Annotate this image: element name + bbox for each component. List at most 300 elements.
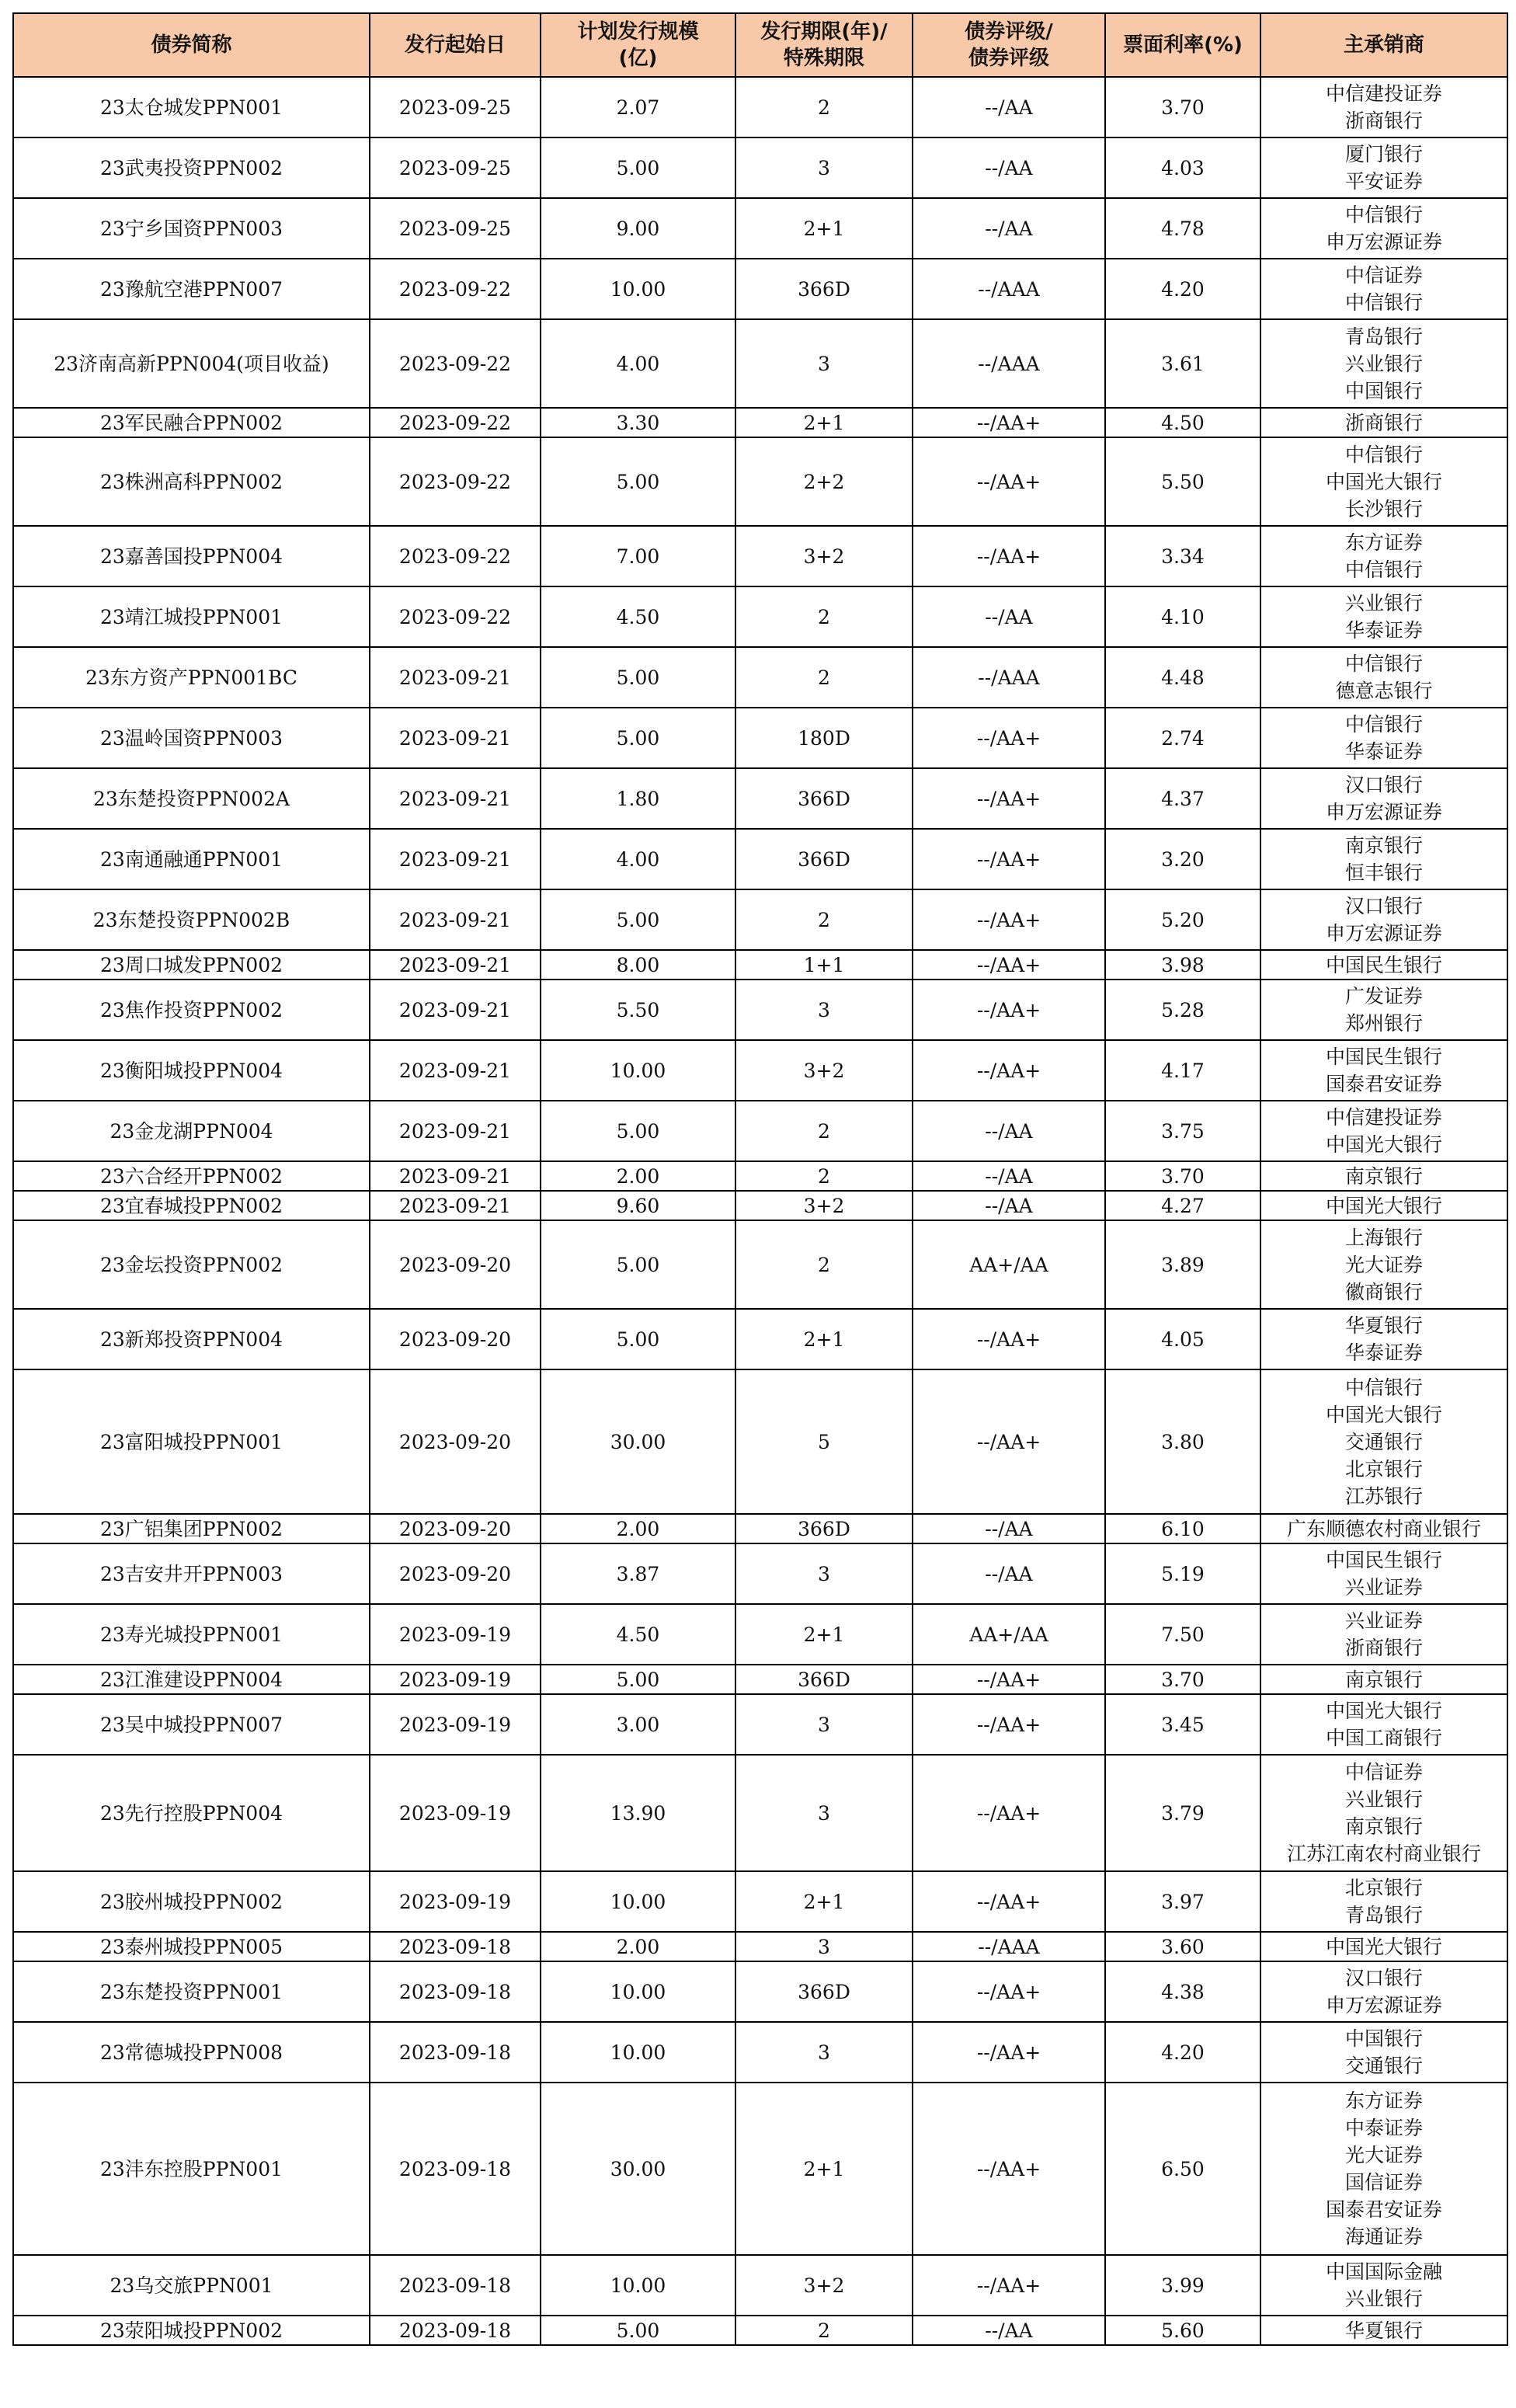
issue-size-cell: 5.00 xyxy=(541,2316,735,2345)
underwriter-name: 东方证券 xyxy=(1344,531,1423,554)
issue-date-cell: 2023-09-18 xyxy=(370,2022,541,2083)
issue-date-cell: 2023-09-18 xyxy=(370,1961,541,2022)
issue-size-cell: 10.00 xyxy=(541,1040,735,1101)
table-row xyxy=(13,950,1507,980)
underwriters-cell xyxy=(1260,1871,1507,1932)
issue-date-cell: 2023-09-18 xyxy=(370,1932,541,1961)
table-header-row xyxy=(13,13,1507,77)
term-cell: 3 xyxy=(735,980,913,1040)
underwriters-cell xyxy=(1260,647,1507,708)
underwriter-name: 光大证券 xyxy=(1344,2144,1423,2166)
underwriter-name: 中国光大银行 xyxy=(1325,1194,1442,1217)
bond-name-cell: 23胶州城投PPN002 xyxy=(13,1871,370,1932)
header-issue-date xyxy=(370,13,541,77)
table-row xyxy=(13,768,1507,829)
rating-cell: --/AA xyxy=(913,77,1105,137)
term-cell: 2 xyxy=(735,1220,913,1309)
coupon-rate-cell: 4.37 xyxy=(1105,768,1260,829)
term-cell: 3 xyxy=(735,1932,913,1961)
issue-date-cell: 2023-09-21 xyxy=(370,768,541,829)
table-row xyxy=(13,437,1507,526)
underwriter-name: 恒丰银行 xyxy=(1344,861,1423,884)
underwriter-name: 申万宏源证券 xyxy=(1325,231,1442,253)
issue-date-cell: 2023-09-21 xyxy=(370,1040,541,1101)
underwriter-name: 华泰证券 xyxy=(1344,740,1423,763)
rating-cell: --/AA+ xyxy=(913,829,1105,889)
bond-name-cell: 23焦作投资PPN002 xyxy=(13,980,370,1040)
rating-cell: --/AA+ xyxy=(913,2255,1105,2316)
table-row xyxy=(13,1961,1507,2022)
issue-date-cell: 2023-09-21 xyxy=(370,1191,541,1220)
term-cell: 2 xyxy=(735,2316,913,2345)
coupon-rate-cell: 4.78 xyxy=(1105,198,1260,259)
issue-date-cell: 2023-09-20 xyxy=(370,1514,541,1543)
bond-name-cell: 23东楚投资PPN002A xyxy=(13,768,370,829)
issue-size-cell: 10.00 xyxy=(541,1871,735,1932)
coupon-rate-cell: 5.19 xyxy=(1105,1543,1260,1604)
header-coupon-rate xyxy=(1105,13,1260,77)
rating-cell: --/AA xyxy=(913,2316,1105,2345)
issue-date-cell: 2023-09-25 xyxy=(370,77,541,137)
table-row xyxy=(13,647,1507,708)
rating-cell: --/AAA xyxy=(913,319,1105,408)
term-cell: 3+2 xyxy=(735,526,913,586)
underwriters-cell xyxy=(1260,1514,1507,1543)
underwriter-name: 郑州银行 xyxy=(1344,1012,1423,1035)
term-cell: 3 xyxy=(735,319,913,408)
underwriter-name: 中国民生银行 xyxy=(1325,953,1442,976)
underwriter-name: 兴业银行 xyxy=(1344,1788,1423,1811)
underwriters-cell xyxy=(1260,1191,1507,1220)
coupon-rate-cell: 3.34 xyxy=(1105,526,1260,586)
underwriters-cell xyxy=(1260,950,1507,980)
issue-size-cell: 13.90 xyxy=(541,1755,735,1871)
term-cell: 2 xyxy=(735,77,913,137)
underwriters-cell xyxy=(1260,526,1507,586)
underwriter-name: 中泰证券 xyxy=(1344,2117,1423,2139)
underwriters-cell xyxy=(1260,768,1507,829)
issue-date-cell: 2023-09-22 xyxy=(370,586,541,647)
coupon-rate-cell: 4.48 xyxy=(1105,647,1260,708)
bond-name-cell: 23武夷投资PPN002 xyxy=(13,137,370,198)
underwriters-cell xyxy=(1260,708,1507,768)
underwriter-name: 广发证券 xyxy=(1344,985,1423,1007)
header-label: 债券评级 xyxy=(968,47,1049,70)
table-row xyxy=(13,1755,1507,1871)
underwriter-name: 国泰君安证券 xyxy=(1325,2198,1442,2221)
underwriters-cell xyxy=(1260,1755,1507,1871)
term-cell: 366D xyxy=(735,1514,913,1543)
underwriter-name: 兴业银行 xyxy=(1344,2288,1423,2310)
underwriter-name: 平安证券 xyxy=(1344,170,1423,193)
underwriter-name: 汉口银行 xyxy=(1344,1967,1423,1989)
term-cell: 2+1 xyxy=(735,1871,913,1932)
issue-date-cell: 2023-09-19 xyxy=(370,1665,541,1694)
rating-cell: --/AA xyxy=(913,1101,1105,1161)
header-label: 票面利率(%) xyxy=(1123,33,1243,57)
term-cell: 2+1 xyxy=(735,1604,913,1665)
underwriter-name: 兴业银行 xyxy=(1344,352,1423,375)
underwriters-cell xyxy=(1260,1604,1507,1665)
underwriter-name: 交通银行 xyxy=(1344,2055,1423,2077)
underwriter-name: 中信证券 xyxy=(1344,264,1423,287)
term-cell: 3 xyxy=(735,1694,913,1755)
underwriter-name: 广东顺德农村商业银行 xyxy=(1286,1517,1481,1540)
underwriter-name: 中国银行 xyxy=(1344,379,1423,402)
underwriter-name: 华泰证券 xyxy=(1344,619,1423,642)
coupon-rate-cell: 3.61 xyxy=(1105,319,1260,408)
term-cell: 366D xyxy=(735,829,913,889)
underwriter-name: 中国民生银行 xyxy=(1325,1046,1442,1068)
table-row xyxy=(13,1161,1507,1191)
rating-cell: --/AA+ xyxy=(913,768,1105,829)
coupon-rate-cell: 5.50 xyxy=(1105,437,1260,526)
issue-size-cell: 30.00 xyxy=(541,1369,735,1514)
rating-cell: --/AA+ xyxy=(913,526,1105,586)
underwriter-name: 中国光大银行 xyxy=(1325,470,1442,493)
underwriter-name: 长沙银行 xyxy=(1344,497,1423,520)
rating-cell: --/AA+ xyxy=(913,408,1105,437)
underwriter-name: 光大证券 xyxy=(1344,1253,1423,1276)
issue-size-cell: 3.30 xyxy=(541,408,735,437)
bond-name-cell: 23金龙湖PPN004 xyxy=(13,1101,370,1161)
issue-size-cell: 2.00 xyxy=(541,1932,735,1961)
table-row xyxy=(13,2316,1507,2345)
issue-size-cell: 2.00 xyxy=(541,1514,735,1543)
rating-cell: --/AAA xyxy=(913,259,1105,319)
bond-name-cell: 23宁乡国资PPN003 xyxy=(13,198,370,259)
issue-size-cell: 5.00 xyxy=(541,889,735,950)
underwriter-name: 浙商银行 xyxy=(1344,110,1423,132)
rating-cell: --/AA xyxy=(913,1514,1105,1543)
issue-date-cell: 2023-09-21 xyxy=(370,889,541,950)
table-row xyxy=(13,259,1507,319)
rating-cell: --/AA+ xyxy=(913,708,1105,768)
underwriter-name: 江苏银行 xyxy=(1344,1484,1423,1508)
rating-cell: --/AA+ xyxy=(913,889,1105,950)
underwriters-cell xyxy=(1260,437,1507,526)
issue-date-cell: 2023-09-21 xyxy=(370,829,541,889)
table-row xyxy=(13,1191,1507,1220)
underwriter-name: 东方证券 xyxy=(1344,2090,1423,2112)
coupon-rate-cell: 6.10 xyxy=(1105,1514,1260,1543)
table-row xyxy=(13,980,1507,1040)
issue-size-cell: 5.50 xyxy=(541,980,735,1040)
issue-date-cell: 2023-09-18 xyxy=(370,2083,541,2255)
table-body xyxy=(13,77,1507,2345)
underwriter-name: 申万宏源证券 xyxy=(1325,801,1442,823)
underwriter-name: 南京银行 xyxy=(1344,1815,1423,1838)
bond-name-cell: 23荥阳城投PPN002 xyxy=(13,2316,370,2345)
bond-name-cell: 23新郑投资PPN004 xyxy=(13,1309,370,1369)
underwriter-name: 厦门银行 xyxy=(1344,143,1423,165)
bond-name-cell: 23吴中城投PPN007 xyxy=(13,1694,370,1755)
term-cell: 3+2 xyxy=(735,2255,913,2316)
header-label: 计划发行规模 xyxy=(577,20,699,43)
issue-date-cell: 2023-09-22 xyxy=(370,526,541,586)
underwriter-name: 德意志银行 xyxy=(1335,680,1433,702)
issue-date-cell: 2023-09-25 xyxy=(370,198,541,259)
issue-size-cell: 5.00 xyxy=(541,437,735,526)
coupon-rate-cell: 4.20 xyxy=(1105,259,1260,319)
issue-size-cell: 5.00 xyxy=(541,708,735,768)
issue-date-cell: 2023-09-25 xyxy=(370,137,541,198)
issue-date-cell: 2023-09-19 xyxy=(370,1694,541,1755)
rating-cell: --/AA+ xyxy=(913,950,1105,980)
bond-name-cell: 23周口城发PPN002 xyxy=(13,950,370,980)
underwriter-name: 华夏银行 xyxy=(1344,2319,1423,2342)
issue-size-cell: 2.07 xyxy=(541,77,735,137)
rating-cell: --/AA xyxy=(913,137,1105,198)
coupon-rate-cell: 4.20 xyxy=(1105,2022,1260,2083)
underwriters-cell xyxy=(1260,586,1507,647)
term-cell: 3+2 xyxy=(735,1191,913,1220)
rating-cell: --/AA+ xyxy=(913,1665,1105,1694)
bond-name-cell: 23广铝集团PPN002 xyxy=(13,1514,370,1543)
issue-size-cell: 5.00 xyxy=(541,1665,735,1694)
coupon-rate-cell: 4.50 xyxy=(1105,408,1260,437)
term-cell: 2+1 xyxy=(735,198,913,259)
term-cell: 2 xyxy=(735,586,913,647)
term-cell: 3 xyxy=(735,2022,913,2083)
underwriters-cell xyxy=(1260,1961,1507,2022)
issue-size-cell: 9.60 xyxy=(541,1191,735,1220)
underwriters-cell xyxy=(1260,137,1507,198)
bond-name-cell: 23常德城投PPN008 xyxy=(13,2022,370,2083)
underwriter-name: 国泰君安证券 xyxy=(1325,1073,1442,1095)
underwriter-name: 申万宏源证券 xyxy=(1325,922,1442,945)
table-row xyxy=(13,1665,1507,1694)
issue-date-cell: 2023-09-22 xyxy=(370,437,541,526)
rating-cell: --/AAA xyxy=(913,1932,1105,1961)
rating-cell: --/AAA xyxy=(913,647,1105,708)
underwriters-cell xyxy=(1260,1694,1507,1755)
underwriter-name: 中信银行 xyxy=(1344,713,1423,736)
underwriters-cell xyxy=(1260,889,1507,950)
bond-name-cell: 23温岭国资PPN003 xyxy=(13,708,370,768)
term-cell: 366D xyxy=(735,259,913,319)
underwriter-name: 江苏江南农村商业银行 xyxy=(1286,1843,1481,1865)
issue-date-cell: 2023-09-20 xyxy=(370,1369,541,1514)
table-row xyxy=(13,1309,1507,1369)
table-row xyxy=(13,1871,1507,1932)
issue-date-cell: 2023-09-18 xyxy=(370,2255,541,2316)
underwriter-name: 北京银行 xyxy=(1344,1457,1423,1481)
underwriter-name: 中信建投证券 xyxy=(1325,1106,1442,1129)
bond-name-cell: 23嘉善国投PPN004 xyxy=(13,526,370,586)
header-label: (亿) xyxy=(618,47,658,70)
underwriter-name: 中信证券 xyxy=(1344,1761,1423,1783)
underwriter-name: 华泰证券 xyxy=(1344,1341,1423,1364)
rating-cell: --/AA+ xyxy=(913,2022,1105,2083)
bond-name-cell: 23太仓城发PPN001 xyxy=(13,77,370,137)
table-row xyxy=(13,1369,1507,1514)
header-label: 债券简称 xyxy=(151,33,232,57)
underwriters-cell xyxy=(1260,980,1507,1040)
term-cell: 2+1 xyxy=(735,2083,913,2255)
underwriter-name: 汉口银行 xyxy=(1344,895,1423,917)
bond-name-cell: 23金坛投资PPN002 xyxy=(13,1220,370,1309)
underwriter-name: 兴业证券 xyxy=(1344,1576,1423,1599)
coupon-rate-cell: 5.20 xyxy=(1105,889,1260,950)
underwriter-name: 浙商银行 xyxy=(1344,1637,1423,1659)
table-row xyxy=(13,586,1507,647)
bond-name-cell: 23宜春城投PPN002 xyxy=(13,1191,370,1220)
underwriter-name: 青岛银行 xyxy=(1344,1904,1423,1926)
coupon-rate-cell: 5.28 xyxy=(1105,980,1260,1040)
underwriter-name: 南京银行 xyxy=(1344,1164,1423,1188)
underwriters-cell xyxy=(1260,829,1507,889)
term-cell: 2+1 xyxy=(735,1309,913,1369)
underwriters-cell xyxy=(1260,259,1507,319)
coupon-rate-cell: 4.17 xyxy=(1105,1040,1260,1101)
underwriter-name: 兴业银行 xyxy=(1344,592,1423,614)
bond-name-cell: 23先行控股PPN004 xyxy=(13,1755,370,1871)
bond-name-cell: 23六合经开PPN002 xyxy=(13,1161,370,1191)
issue-size-cell: 3.87 xyxy=(541,1543,735,1604)
table-row xyxy=(13,1604,1507,1665)
coupon-rate-cell: 3.89 xyxy=(1105,1220,1260,1309)
underwriter-name: 青岛银行 xyxy=(1344,325,1423,348)
table-row xyxy=(13,77,1507,137)
rating-cell: --/AA+ xyxy=(913,1871,1105,1932)
underwriters-cell xyxy=(1260,1040,1507,1101)
bond-name-cell: 23济南高新PPN004(项目收益) xyxy=(13,319,370,408)
bond-name-cell: 23靖江城投PPN001 xyxy=(13,586,370,647)
rating-cell: --/AA+ xyxy=(913,1961,1105,2022)
issue-size-cell: 5.00 xyxy=(541,647,735,708)
issue-size-cell: 2.00 xyxy=(541,1161,735,1191)
rating-cell: --/AA+ xyxy=(913,1694,1105,1755)
issue-size-cell: 3.00 xyxy=(541,1694,735,1755)
underwriter-name: 国信证券 xyxy=(1344,2171,1423,2194)
underwriter-name: 中国工商银行 xyxy=(1325,1727,1442,1749)
term-cell: 366D xyxy=(735,768,913,829)
issue-size-cell: 8.00 xyxy=(541,950,735,980)
table-row xyxy=(13,2255,1507,2316)
underwriter-name: 中国光大银行 xyxy=(1325,1700,1442,1722)
issue-size-cell: 5.00 xyxy=(541,1309,735,1369)
bond-name-cell: 23东方资产PPN001BC xyxy=(13,647,370,708)
bond-name-cell: 23东楚投资PPN002B xyxy=(13,889,370,950)
underwriters-cell xyxy=(1260,2083,1507,2255)
header-label: 主承销商 xyxy=(1343,33,1424,57)
coupon-rate-cell: 3.97 xyxy=(1105,1871,1260,1932)
bond-issuance-table-container xyxy=(12,12,1508,2346)
underwriter-name: 中信银行 xyxy=(1344,559,1423,581)
rating-cell: --/AA xyxy=(913,586,1105,647)
underwriters-cell xyxy=(1260,319,1507,408)
issue-date-cell: 2023-09-20 xyxy=(370,1220,541,1309)
coupon-rate-cell: 4.05 xyxy=(1105,1309,1260,1369)
coupon-rate-cell: 3.99 xyxy=(1105,2255,1260,2316)
issue-size-cell: 10.00 xyxy=(541,259,735,319)
issue-date-cell: 2023-09-20 xyxy=(370,1543,541,1604)
underwriters-cell xyxy=(1260,2255,1507,2316)
underwriter-name: 南京银行 xyxy=(1344,1668,1423,1691)
bond-name-cell: 23寿光城投PPN001 xyxy=(13,1604,370,1665)
underwriter-name: 海通证券 xyxy=(1344,2225,1423,2248)
underwriter-name: 上海银行 xyxy=(1344,1226,1423,1249)
term-cell: 2 xyxy=(735,889,913,950)
issue-size-cell: 4.00 xyxy=(541,829,735,889)
underwriters-cell xyxy=(1260,1369,1507,1514)
table-row xyxy=(13,1040,1507,1101)
header-label: 债券评级/ xyxy=(965,20,1053,43)
issue-date-cell: 2023-09-19 xyxy=(370,1755,541,1871)
underwriter-name: 浙商银行 xyxy=(1344,411,1423,434)
underwriters-cell xyxy=(1260,1161,1507,1191)
issue-size-cell: 7.00 xyxy=(541,526,735,586)
issue-date-cell: 2023-09-21 xyxy=(370,647,541,708)
issue-size-cell: 5.00 xyxy=(541,137,735,198)
issue-date-cell: 2023-09-19 xyxy=(370,1604,541,1665)
table-row xyxy=(13,1220,1507,1309)
issue-size-cell: 5.00 xyxy=(541,1101,735,1161)
underwriter-name: 中国光大银行 xyxy=(1325,1133,1442,1156)
rating-cell: --/AA xyxy=(913,1543,1105,1604)
table-row xyxy=(13,2022,1507,2083)
underwriter-name: 中信银行 xyxy=(1344,291,1423,314)
underwriters-cell xyxy=(1260,1665,1507,1694)
coupon-rate-cell: 4.10 xyxy=(1105,586,1260,647)
underwriter-name: 中信银行 xyxy=(1344,443,1423,466)
issue-size-cell: 1.80 xyxy=(541,768,735,829)
table-row xyxy=(13,1514,1507,1543)
underwriters-cell xyxy=(1260,1101,1507,1161)
coupon-rate-cell: 3.20 xyxy=(1105,829,1260,889)
header-term xyxy=(735,13,913,77)
coupon-rate-cell: 3.70 xyxy=(1105,1161,1260,1191)
coupon-rate-cell: 5.60 xyxy=(1105,2316,1260,2345)
issue-date-cell: 2023-09-21 xyxy=(370,980,541,1040)
coupon-rate-cell: 3.80 xyxy=(1105,1369,1260,1514)
bond-name-cell: 23东楚投资PPN001 xyxy=(13,1961,370,2022)
underwriter-name: 中国光大银行 xyxy=(1325,1403,1442,1426)
underwriter-name: 汉口银行 xyxy=(1344,774,1423,796)
term-cell: 2 xyxy=(735,1101,913,1161)
rating-cell: --/AA+ xyxy=(913,1369,1105,1514)
term-cell: 5 xyxy=(735,1369,913,1514)
header-label: 发行期限(年)/ xyxy=(760,20,888,43)
bond-name-cell: 23军民融合PPN002 xyxy=(13,408,370,437)
term-cell: 3 xyxy=(735,1543,913,1604)
term-cell: 2 xyxy=(735,647,913,708)
table-row xyxy=(13,708,1507,768)
rating-cell: --/AA+ xyxy=(913,980,1105,1040)
bond-name-cell: 23富阳城投PPN001 xyxy=(13,1369,370,1514)
coupon-rate-cell: 3.98 xyxy=(1105,950,1260,980)
term-cell: 2+2 xyxy=(735,437,913,526)
underwriters-cell xyxy=(1260,2316,1507,2345)
coupon-rate-cell: 6.50 xyxy=(1105,2083,1260,2255)
issue-date-cell: 2023-09-21 xyxy=(370,1101,541,1161)
coupon-rate-cell: 3.79 xyxy=(1105,1755,1260,1871)
term-cell: 2 xyxy=(735,1161,913,1191)
term-cell: 3+2 xyxy=(735,1040,913,1101)
underwriter-name: 中国民生银行 xyxy=(1325,1549,1442,1571)
table-row xyxy=(13,319,1507,408)
bond-name-cell: 23吉安井开PPN003 xyxy=(13,1543,370,1604)
coupon-rate-cell: 4.38 xyxy=(1105,1961,1260,2022)
term-cell: 366D xyxy=(735,1665,913,1694)
issue-date-cell: 2023-09-22 xyxy=(370,319,541,408)
table-row xyxy=(13,408,1507,437)
underwriters-cell xyxy=(1260,77,1507,137)
underwriter-name: 北京银行 xyxy=(1344,1877,1423,1899)
underwriters-cell xyxy=(1260,1309,1507,1369)
underwriter-name: 中信银行 xyxy=(1344,204,1423,226)
